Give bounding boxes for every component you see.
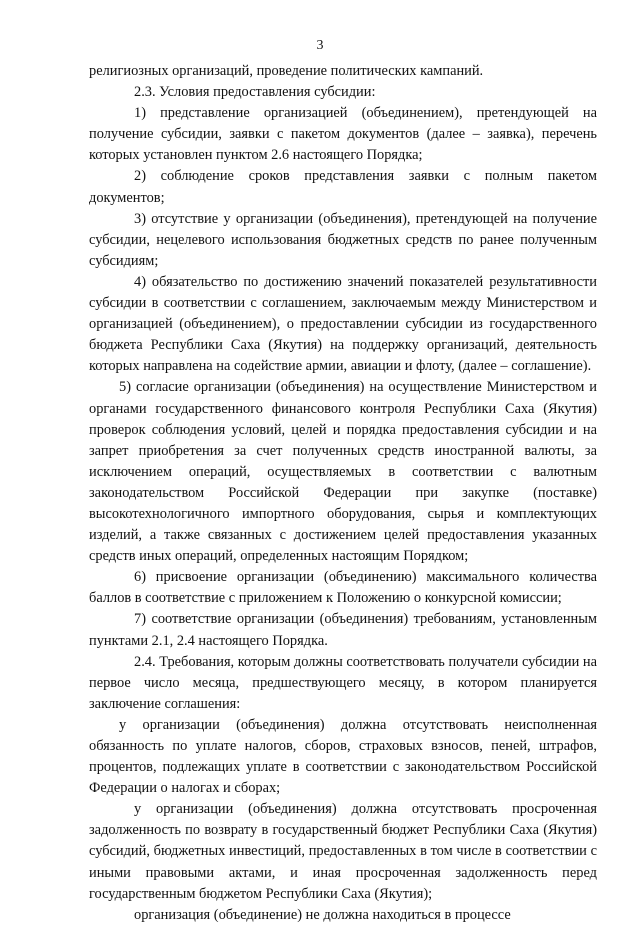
- list-item-6: 6) присвоение организации (объединению) максимального количества баллов в соответствие с приложением к Положению о конкурсной комиссии;: [89, 569, 597, 607]
- section-heading-2-3: 2.3. Условия предоставления субсидии:: [134, 84, 376, 101]
- list-item-2: 2) соблюдение сроков представления заявки с полным пакетом документов;: [89, 168, 597, 206]
- paragraph-continuation: религиозных организаций, проведение политических кампаний.: [89, 63, 484, 79]
- list-item-4: 4) обязательство по достижению значений показателей результативности субсидии в соответствии с соглашением, заключаемым между Министерством и организацией (объединением), о предоставлении субсидии из государственного бюджета Республики Саха (Якутия) на поддержку организаций, деятельность которых направлена на содействие армии, авиации и флоту, (далее – соглашение).: [89, 273, 597, 375]
- page-number: 3: [316, 38, 324, 53]
- list-item-3: 3) отсутствие у организации (объединения), претендующей на получение субсидии, нецелевого использования бюджетных средств по ранее полученным субсидиям;: [89, 210, 597, 269]
- document-body: [89, 61, 597, 926]
- list-item-7: 7) соответствие организации (объединения) требованиям, установленным пунктами 2.1, 2.4 настоящего Порядка.: [89, 611, 597, 649]
- list-item-5: 5) согласие организации (объединения) на осуществление Министерством и органами государственного финансового контроля Республики Саха (Якутия) проверок соблюдения условий, целей и порядка предоставления субсидии и на запрет приобретения за счет полученных средств иностранной валюты, за исключением операций, осуществляемых в соответствии с валютным законодательством Российской Федерации при закупке (поставке) высокотехнологичного импортного оборудования, сырья и комплектующих изделий, а также связанных с достижением целей предоставления указанных средств иных операций, определенных настоящим Порядком;: [89, 379, 597, 565]
- requirement-item-taxes: у организации (объединения) должна отсутствовать неисполненная обязанность по уплате налогов, сборов, страховых взносов, пеней, штрафов, процентов, подлежащих уплате в соответствии с законодательством Российской Федерации о налогах и сборах;: [89, 716, 597, 797]
- requirement-item-debt: у организации (объединения) должна отсутствовать просроченная задолженность по возврату в государственный бюджет Республики Саха (Якутия) субсидий, бюджетных инвестиций, предоставленных в том числе в соответствии с иными правовыми актами, и иная просроченная задолженность перед государственным бюджетом Республики Саха (Якутия);: [89, 801, 597, 902]
- list-item-1: 1) представление организацией (объединением), претендующей на получение субсидии, заявки с пакетом документов (далее – заявка), перечень которых установлен пунктом 2.6 настоящего Порядка;: [89, 105, 597, 164]
- section-heading-2-4: 2.4. Требования, которым должны соответствовать получатели субсидии на первое число месяца, предшествующего месяцу, в котором планируется заключение соглашения:: [89, 653, 597, 712]
- requirement-item-process: организация (объединение) не должна находиться в процессе: [134, 906, 511, 923]
